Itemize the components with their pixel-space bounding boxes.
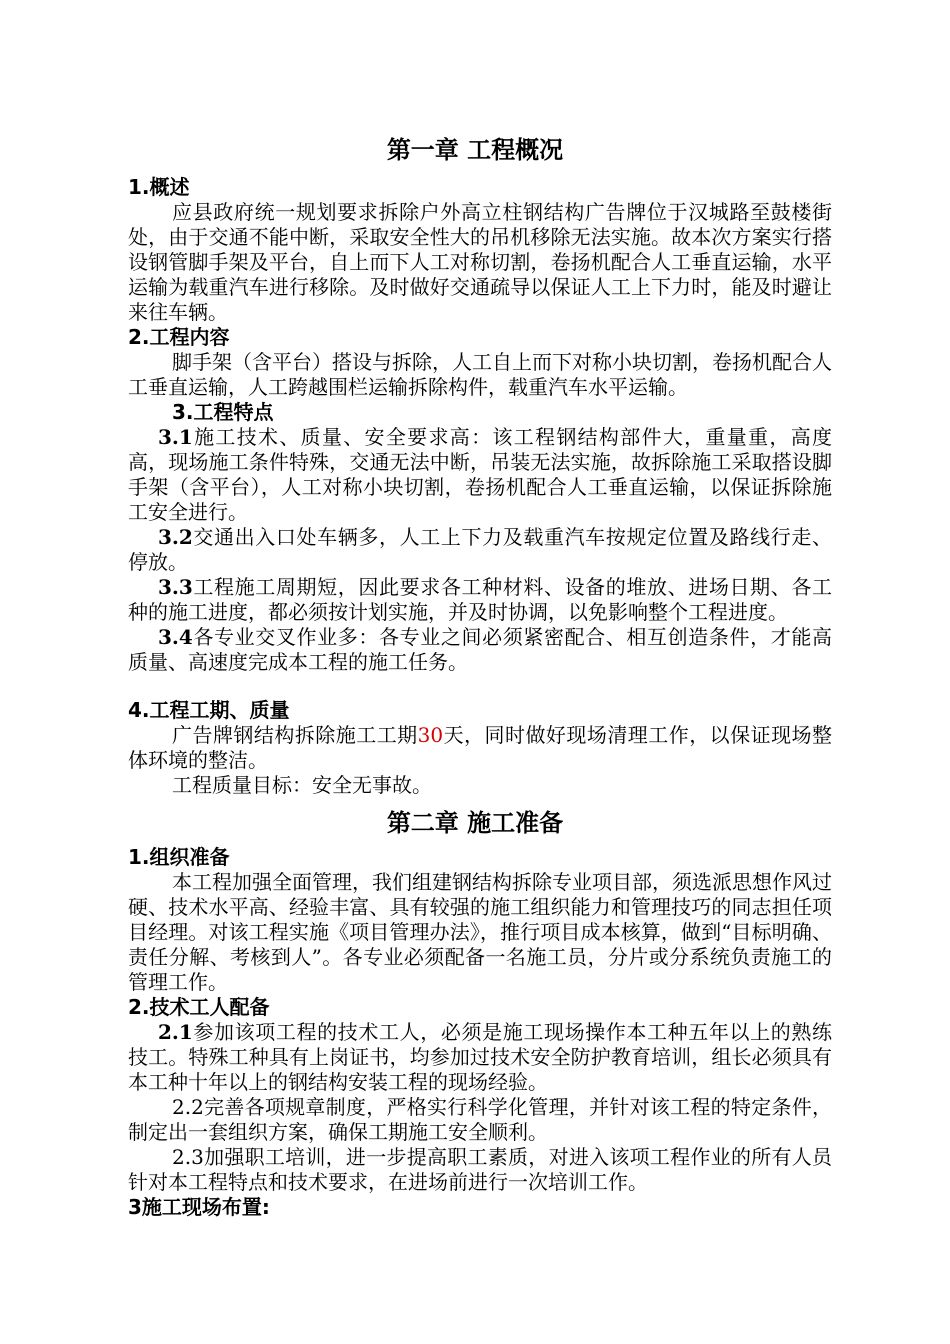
section-organization [128,845,832,995]
section-overview [128,175,832,325]
section-heading: 2.技术工人配备 [128,995,270,1019]
worker-item: 2.2完善各项规章制度，严格实行科学化管理，并针对该工程的特定条件，制定出一套组织方案，确保工期施工安全顺利。 [128,1095,832,1144]
worker-item: 2.1参加该项工程的技术工人，必须是施工现场操作本工种五年以上的熟练技工。特殊工种具有上岗证书，均参加过技术安全防护教育培训，组长必须具有本工种十年以上的钢结构安装工程的现场经验。 [128,1020,832,1094]
chapter-2-title: 第二章 施工准备 [386,809,564,837]
section-paragraph: 广告牌钢结构拆除施工工期30天，同时做好现场清理工作，以保证现场整体环境的整洁。 [128,723,833,772]
quality-target: 工程质量目标：安全无事故。 [172,773,432,797]
worker-item: 2.3加强职工培训，进一步提高职工素质，对进入该项工程作业的所有人员针对本工程特点和技术要求，在进场前进行一次培训工作。 [128,1145,832,1194]
section-paragraph: 脚手架（含平台）搭设与拆除，人工自上而下对称小块切割，卷扬机配合人工垂直运输，人工跨越围栏运输拆除构件，载重汽车水平运输。 [128,350,832,399]
section-schedule-quality [128,698,832,798]
section-heading: 4.工程工期、质量 [128,698,290,722]
section-content [128,325,832,400]
section-features [128,400,832,675]
chapter-1-title: 第一章 工程概况 [386,136,564,164]
section-workers [128,995,832,1195]
feature-item: 3.3工程施工周期短，因此要求各工种材料、设备的堆放、进场日期、各工种的施工进度，都必须按计划实施，并及时协调，以免影响整个工程进度。 [128,575,832,624]
section-site-layout [128,1195,832,1220]
section-heading: 3.工程特点 [172,400,274,424]
feature-item: 3.4各专业交叉作业多：各专业之间必须紧密配合、相互创造条件，才能高质量、高速度完成本工程的施工任务。 [128,625,832,674]
section-paragraph: 应县政府统一规划要求拆除户外高立柱钢结构广告牌位于汉城路至鼓楼街处，由于交通不能中断，采取安全性大的吊机移除无法实施。故本次方案实行搭设钢管脚手架及平台，自上而下人工对称切割，卷扬机配合人工垂直运输，水平运输为载重汽车进行移除。及时做好交通疏导以保证人工上下力时，能及时避让来往车辆。 [128,200,832,324]
section-heading: 3施工现场布置: [128,1195,270,1219]
section-heading: 1.概述 [128,175,190,199]
section-heading: 1.组织准备 [128,845,230,869]
feature-item: 3.1施工技术、质量、安全要求高：该工程钢结构部件大，重量重，高度高，现场施工条件特殊，交通无法中断，吊装无法实施，故拆除施工采取搭设脚手架（含平台），人工对称小块切割，卷扬机配合人工垂直运输，以保证拆除施工安全进行。 [128,425,832,524]
section-heading: 2.工程内容 [128,325,230,349]
feature-item: 3.2交通出入口处车辆多，人工上下力及载重汽车按规定位置及路线行走、停放。 [128,525,832,574]
duration-days: 30 [417,723,444,747]
section-paragraph: 本工程加强全面管理，我们组建钢结构拆除专业项目部，须选派思想作风过硬、技术水平高、经验丰富、具有较强的施工组织能力和管理技巧的同志担任项目经理。对该工程实施《项目管理办法》，推行项目成本核算，做到“目标明确、责任分解、考核到人”。各专业必须配备一名施工员，分片或分系统负责施工的管理工作。 [128,870,832,994]
